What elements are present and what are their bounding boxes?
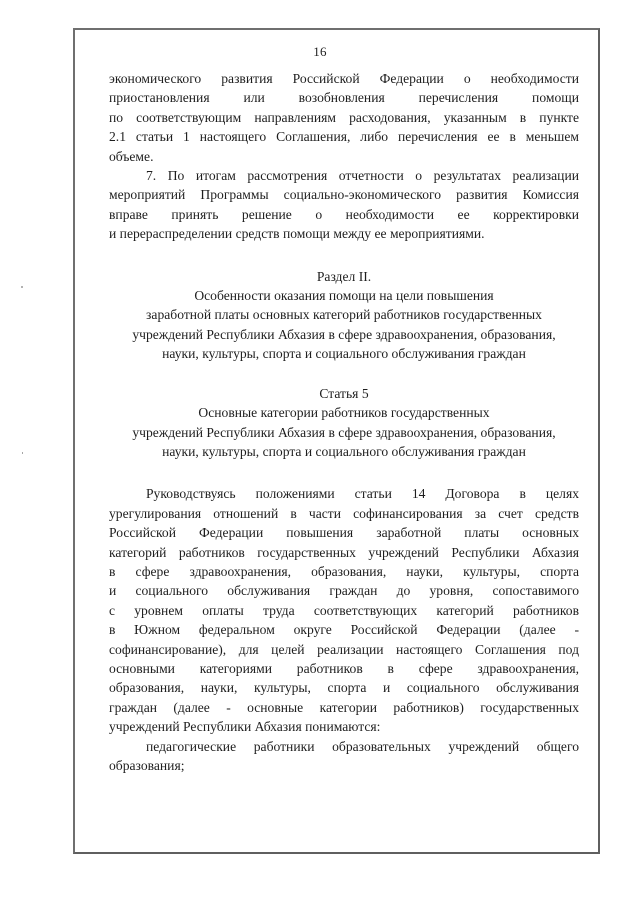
text-line: по соответствующим направлениям расходования, указанным в пункте (109, 109, 579, 125)
text-line: в Южном федеральном округе Российской Федерации (далее - (109, 622, 579, 638)
text-line: софинансирование), для целей реализации настоящего Соглашения под (109, 641, 579, 657)
scan-speck (22, 452, 23, 454)
section-title-line: заработной платы основных категорий работников государственных (146, 307, 542, 323)
page-number: 16 (313, 44, 327, 59)
text-line: в сфере здравоохранения, образования, науки, культуры, спорта (109, 563, 579, 579)
text-line: объеме. (109, 148, 154, 164)
paragraph-continuation (109, 69, 579, 166)
section-label: Раздел II. (316, 268, 372, 284)
text-line: образования; (109, 758, 185, 773)
article-title-line: учреждений Республики Абхазия в сфере здравоохранения, образования, (132, 424, 556, 440)
section-title-line: учреждений Республики Абхазия в сфере здравоохранения, образования, (132, 326, 556, 342)
text-line: 2.1 статьи 1 настоящего Соглашения, либо перечисления ее в меньшем (109, 129, 579, 145)
article-title-line: науки, культуры, спорта и социального обслуживания граждан (162, 443, 526, 459)
text-line: педагогические работники образовательных учреждений общего (146, 738, 579, 754)
paragraph-item (109, 737, 579, 776)
text-line: урегулирования отношений в части софинансирования за счет средств (109, 505, 579, 521)
text-line: образования, науки, культуры, спорта и социального обслуживания (109, 680, 579, 696)
text-line: вправе принять решение о необходимости ее корректировки (109, 206, 579, 222)
text-line: учреждений Республики Абхазия понимаются: (109, 719, 381, 735)
article-heading (109, 384, 579, 462)
paragraph-main (109, 484, 579, 736)
text-line: и социального обслуживания граждан до уровня, сопоставимого (109, 583, 579, 599)
article-label: Статья 5 (319, 385, 369, 401)
document-body (109, 69, 579, 775)
section-title-line: науки, культуры, спорта и социального обслуживания граждан (162, 346, 526, 362)
text-line: 7. По итогам рассмотрения отчетности о результатах реализации (146, 168, 579, 184)
text-line: Руководствуясь положениями статьи 14 Договора в целях (146, 486, 579, 502)
text-line: основными категориями работников в сфере здравоохранения, (109, 660, 579, 676)
scan-speck (21, 286, 23, 288)
section-title-line: Особенности оказания помощи на цели повышения (194, 288, 494, 304)
text-line: приостановления или возобновления перечисления помощи (109, 90, 579, 106)
text-line: категорий работников государственных учреждений Республики Абхазия (109, 544, 579, 560)
paragraph-7 (109, 166, 579, 244)
section-heading (109, 267, 579, 364)
text-line: Российской Федерации повышения заработной платы основных (109, 525, 579, 541)
text-line: граждан (далее - основные категории работников) государственных (109, 699, 579, 715)
text-line: и перераспределении средств помощи между ее мероприятиями. (109, 226, 485, 242)
text-line: экономического развития Российской Федерации о необходимости (109, 71, 579, 86)
article-title-line: Основные категории работников государственных (198, 405, 490, 421)
text-line: мероприятий Программы социально-экономического развития Комиссия (109, 187, 579, 203)
text-line: с уровнем оплаты труда соответствующих категорий работников (109, 602, 579, 618)
